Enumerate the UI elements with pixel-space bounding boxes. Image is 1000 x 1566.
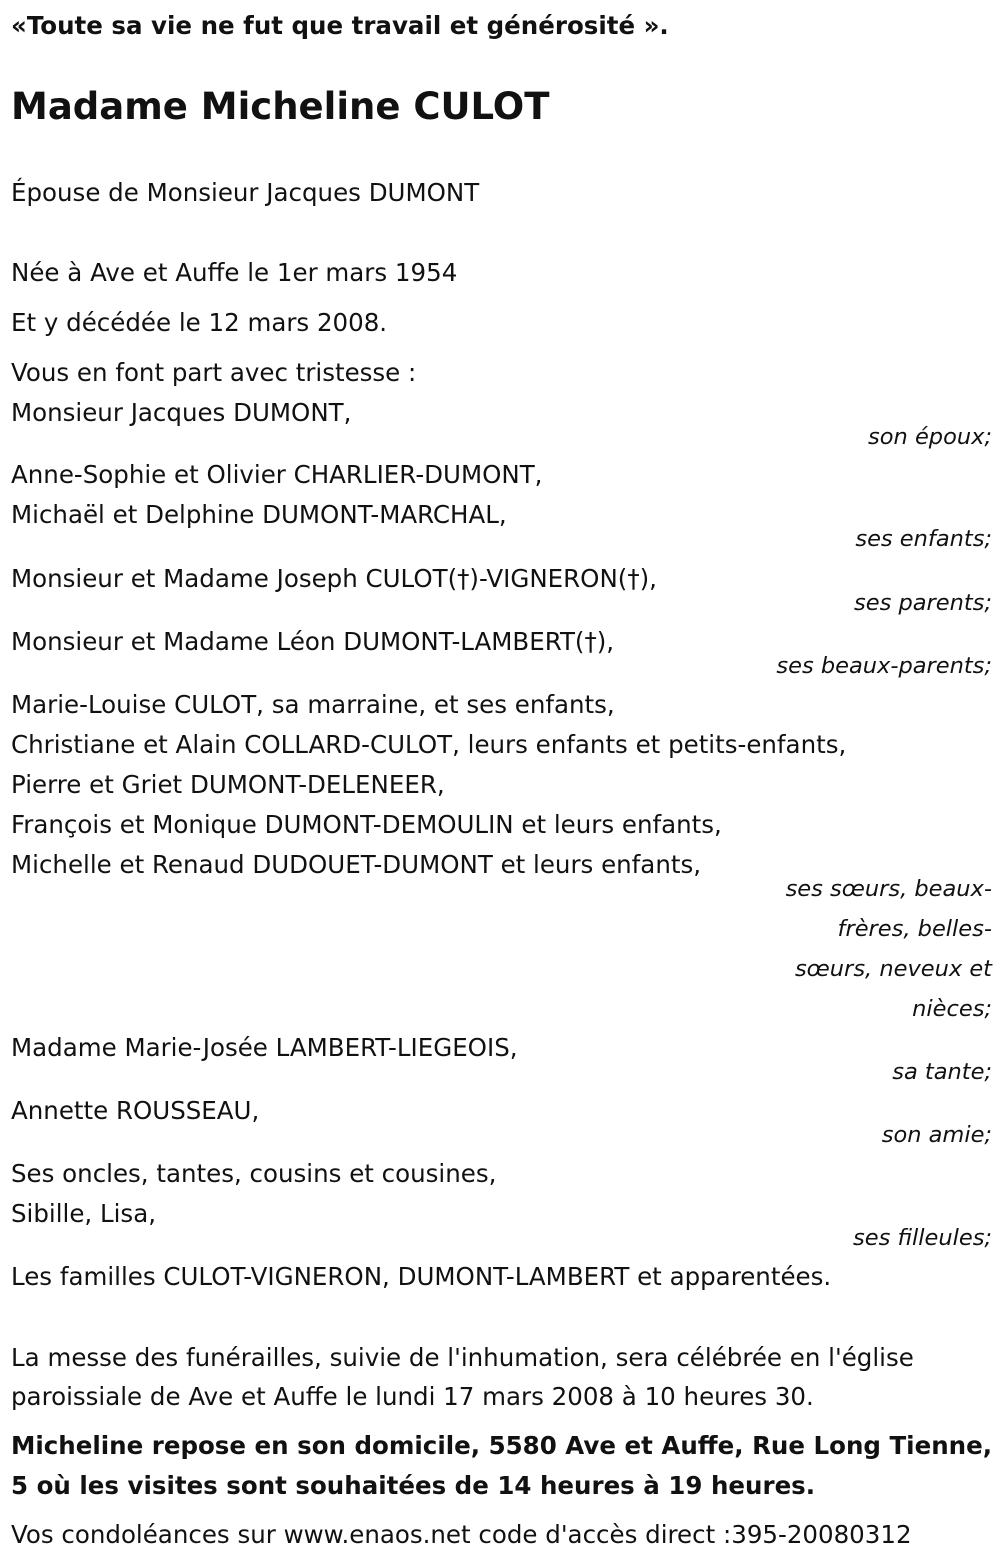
- mourner-line: Les familles CULOT-VIGNERON, DUMONT-LAMBERT et apparentées.: [11, 1262, 832, 1291]
- funeral-line: La messe des funérailles, suivie de l'inhumation, sera célébrée en l'église: [11, 1343, 914, 1372]
- relation-label: ses enfants;: [855, 526, 992, 552]
- birth-line: Née à Ave et Auffe le 1er mars 1954: [11, 258, 458, 287]
- mourner-line: Anne-Sophie et Olivier CHARLIER-DUMONT,: [11, 460, 543, 489]
- mourner-line: Sibille, Lisa,: [11, 1199, 157, 1228]
- announcement-intro: Vous en font part avec tristesse :: [11, 358, 417, 387]
- relation-label: sa tante;: [892, 1059, 992, 1085]
- mourner-line: François et Monique DUMONT-DEMOULIN et leurs enfants,: [11, 810, 722, 839]
- mourner-line: Monsieur et Madame Léon DUMONT-LAMBERT(†),: [11, 627, 615, 656]
- relation-label: ses filleules;: [853, 1225, 992, 1251]
- mourner-line: Christiane et Alain COLLARD-CULOT, leurs enfants et petits-enfants,: [11, 730, 847, 759]
- mourner-line: Annette ROUSSEAU,: [11, 1096, 260, 1125]
- motto: «Toute sa vie ne fut que travail et générosité ».: [11, 11, 669, 40]
- mourner-line: Monsieur Jacques DUMONT,: [11, 398, 352, 427]
- mourner-line: Michaël et Delphine DUMONT-MARCHAL,: [11, 500, 507, 529]
- condolences-line: Vos condoléances sur www.enaos.net code d'accès direct :395-20080312: [11, 1520, 912, 1549]
- relation-label: ses parents;: [854, 590, 992, 616]
- relation-label: sœurs, neveux et: [794, 956, 992, 982]
- visit-line: Micheline repose en son domicile, 5580 Ave et Auffe, Rue Long Tienne,: [11, 1431, 993, 1460]
- relation-label: ses sœurs, beaux-: [785, 876, 992, 902]
- death-line: Et y décédée le 12 mars 2008.: [11, 308, 388, 337]
- relation-label: son amie;: [881, 1122, 992, 1148]
- funeral-line: paroissiale de Ave et Auffe le lundi 17 mars 2008 à 10 heures 30.: [11, 1382, 814, 1411]
- relation-label: ses beaux-parents;: [776, 653, 992, 679]
- mourner-line: Monsieur et Madame Joseph CULOT(†)-VIGNERON(†),: [11, 564, 657, 593]
- mourner-line: Madame Marie-Josée LAMBERT-LIEGEOIS,: [11, 1033, 518, 1062]
- mourner-line: Michelle et Renaud DUDOUET-DUMONT et leurs enfants,: [11, 850, 702, 879]
- visit-line: 5 où les visites sont souhaitées de 14 heures à 19 heures.: [11, 1471, 816, 1500]
- mourner-line: Pierre et Griet DUMONT-DELENEER,: [11, 770, 445, 799]
- relation-label: frères, belles-: [837, 916, 992, 942]
- mourner-line: Ses oncles, tantes, cousins et cousines,: [11, 1159, 497, 1188]
- relation-label: nièces;: [912, 996, 992, 1022]
- deceased-name: Madame Micheline CULOT: [11, 85, 550, 128]
- spouse-line: Épouse de Monsieur Jacques DUMONT: [11, 178, 480, 207]
- mourner-line: Marie-Louise CULOT, sa marraine, et ses enfants,: [11, 690, 615, 719]
- relation-label: son époux;: [868, 424, 992, 450]
